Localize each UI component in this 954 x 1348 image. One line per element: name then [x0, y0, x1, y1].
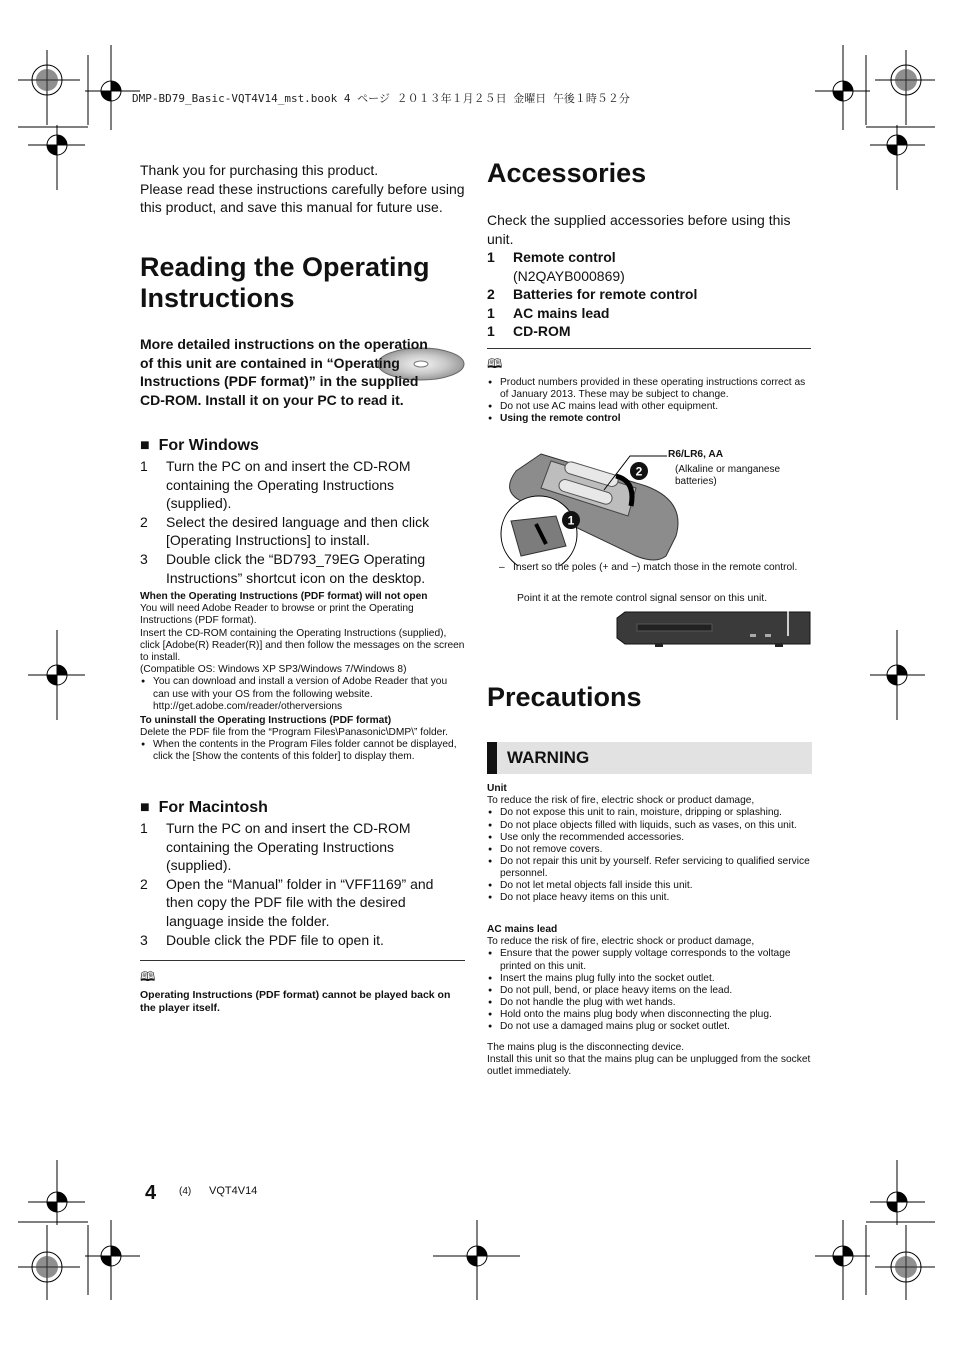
step-text: Double click the “BD793_79EG Operating Instructions” shortcut icon on the desktop. [166, 550, 426, 586]
disconnect-line: The mains plug is the disconnecting device. [487, 1042, 685, 1053]
list-item [487, 997, 812, 1009]
step-number: 3 [140, 550, 148, 567]
bullet-text: You can download and install a version of Adobe Reader that you can use with your OS from the following website. [153, 676, 448, 700]
item-name: Remote control [513, 249, 616, 265]
doc-code: VQT4V14 [209, 1185, 258, 1197]
square-bullet-icon: ■ [140, 437, 150, 454]
will-not-open-line: (Compatible OS: Windows XP SP3/Windows 7/Windows 8) [140, 664, 407, 676]
bullet-text: Using the remote control [500, 413, 621, 425]
item-name: AC mains lead [513, 304, 610, 321]
list-item [487, 413, 809, 425]
unit-heading: Unit [487, 783, 507, 794]
list-item [487, 377, 809, 401]
note-book-icon: 🕮 [140, 969, 156, 984]
step-text: Turn the PC on and insert the CD-ROM containing the Operating Instructions (supplied). [166, 820, 411, 874]
bullet-text: Hold onto the mains plug body when disconnecting the plug. [500, 1008, 772, 1020]
disconnect-line: Install this unit so that the mains plug can be unplugged from the socket outlet immediately. [487, 1054, 811, 1078]
bullet-text: Ensure that the power supply voltage corresponds to the voltage printed on this unit. [500, 948, 791, 972]
list-item [487, 285, 812, 304]
item-model: (N2QAYB000869) [513, 267, 625, 284]
unit-bullets [487, 807, 812, 904]
uninstall-line: Delete the PDF file from the “Program Files\Panasonic\DMP\” folder. [140, 726, 449, 738]
bullet-text: Do not pull, bend, or place heavy items on the lead. [500, 984, 733, 996]
uninstall-bullets [140, 739, 465, 763]
svg-text:2: 2 [635, 464, 643, 479]
list-item [140, 513, 460, 550]
list-item [140, 875, 460, 931]
bullet-text: Use only the recommended accessories. [500, 831, 685, 843]
page-ref: (4) [179, 1186, 192, 1197]
mains-heading: AC mains lead [487, 924, 558, 935]
list-item [140, 931, 460, 950]
step-number: 2 [140, 513, 148, 530]
unit-precautions [487, 783, 812, 904]
will-not-open-line: Insert the CD-ROM containing the Operating Instructions (supplied), click [Adobe(R) Reader(R)] and then follow the messages on the screen to install. [140, 627, 465, 664]
bullet-text: Do not remove covers. [500, 843, 603, 855]
list-item [140, 550, 460, 587]
item-name: Batteries for remote control [513, 286, 698, 302]
warning-banner [487, 742, 812, 774]
player-illustration [615, 610, 812, 650]
list-item [487, 1009, 812, 1021]
dash-marker: – [499, 562, 505, 573]
quantity: 1 [487, 323, 495, 339]
step-number: 1 [140, 820, 148, 836]
print-header: DMP-BD79_Basic-VQT4V14_mst.book 4 ページ ２０１３年１月２５日 金曜日 午後１時５２分 [132, 92, 630, 105]
bullet-text: Do not place objects filled with liquids, such as vases, on this unit. [500, 819, 797, 831]
battery-callout-line [600, 455, 670, 495]
precautions-title: Precautions [487, 682, 642, 712]
list-item [487, 248, 812, 285]
intro-text [140, 161, 465, 217]
list-item [487, 844, 812, 856]
list-item [140, 819, 460, 875]
list-item [487, 322, 812, 341]
will-not-open-line: You will need Adobe Reader to browse or print the Operating Instructions (PDF format). [140, 603, 414, 627]
bullet-text: Insert the mains plug fully into the socket outlet. [500, 972, 715, 984]
accessories-title: Accessories [487, 158, 647, 188]
quantity: 2 [487, 286, 495, 302]
list-item [140, 676, 465, 712]
note-book-icon: 🕮 [487, 356, 503, 371]
windows-heading [140, 437, 259, 455]
windows-heading-label: For Windows [158, 437, 259, 454]
disconnect-note [487, 1042, 812, 1079]
adobe-url: http://get.adobe.com/reader/otherversions [153, 700, 343, 712]
bullet-text: Do not place heavy items on this unit. [500, 892, 670, 904]
bullet-text: When the contents in the Program Files folder cannot be displayed, click the [Show the contents of this folder] to display them. [153, 739, 457, 763]
pdf-intro-bold: More detailed instructions on the operation of this unit are contained in “Operating Instructions (PDF format)” in the supplied CD-ROM. Install it on your PC to read it. [140, 336, 428, 408]
step-1-icon [561, 510, 581, 530]
intro-line-1: Thank you for purchasing this product. [140, 162, 379, 178]
step-number: 3 [140, 931, 148, 948]
divider [487, 348, 811, 349]
will-not-open-heading: When the Operating Instructions (PDF format) will not open [140, 591, 428, 602]
step-text: Double click the PDF file to open it. [166, 931, 384, 948]
accessories-check: Check the supplied accessories before using this unit. [487, 212, 791, 247]
intro-line-2: Please read these instructions carefully before using this product, and save this manual for future use. [140, 180, 465, 215]
mac-steps [140, 819, 460, 949]
svg-text:1: 1 [567, 513, 575, 528]
warning-label: WARNING [507, 748, 590, 767]
bullet-text: Do not use AC mains lead with other equipment. [500, 401, 719, 413]
quantity: 1 [487, 304, 495, 321]
pdf-note: Operating Instructions (PDF format) cannot be played back on the player itself. [140, 989, 451, 1014]
list-item [487, 985, 812, 997]
list-item [487, 880, 812, 892]
warning-bar-edge [487, 742, 497, 774]
poles-note-text: Insert so the poles (+ and −) match those in the remote control. [513, 562, 798, 573]
list-item [140, 457, 460, 513]
mains-intro: To reduce the risk of fire, electric shock or product damage, [487, 936, 755, 948]
mac-heading-label: For Macintosh [158, 799, 268, 816]
bullet-text: Do not let metal objects fall inside this unit. [500, 879, 693, 891]
item-name: CD-ROM [513, 323, 571, 339]
bullet-text: Do not repair this unit by yourself. Refer servicing to qualified service personnel. [500, 855, 810, 879]
mac-heading [140, 799, 268, 817]
list-item [487, 892, 812, 904]
mains-bullets [487, 948, 812, 1033]
list-item [487, 948, 812, 972]
step-text: Open the “Manual” folder in “VFF1169” and then copy the PDF file with the desired language inside the folder. [166, 875, 434, 929]
list-item [487, 820, 812, 832]
list-item [487, 304, 812, 323]
will-not-open-bullets [140, 676, 465, 712]
will-not-open-block [140, 591, 465, 763]
point-note: Point it at the remote control signal sensor on this unit. [517, 593, 768, 604]
list-item [487, 832, 812, 844]
quantity: 1 [487, 249, 495, 265]
step-number: 1 [140, 458, 148, 474]
bullet-text: Do not expose this unit to rain, moisture, dripping or splashing. [500, 807, 783, 819]
bullet-text: Do not handle the plug with wet hands. [500, 996, 676, 1008]
uninstall-heading: To uninstall the Operating Instructions (PDF format) [140, 714, 392, 726]
reading-title: Reading the Operating Instructions [140, 252, 430, 313]
list-item [487, 1021, 812, 1033]
list-item [487, 973, 812, 985]
accessory-notes [487, 377, 809, 425]
divider [140, 960, 465, 961]
list-item [487, 807, 812, 819]
poles-note [499, 562, 811, 574]
battery-type: R6/LR6, AA [668, 449, 724, 460]
bullet-text: Product numbers provided in these operating instructions correct as of January 2013. These may be subject to change. [500, 377, 806, 401]
mains-precautions [487, 924, 812, 1033]
windows-steps [140, 457, 460, 587]
list-item [487, 401, 809, 413]
bullet-text: Do not use a damaged mains plug or socket outlet. [500, 1020, 730, 1032]
battery-note: (Alkaline or manganese batteries) [675, 464, 781, 487]
step-text: Select the desired language and then click [Operating Instructions] to install. [166, 513, 430, 549]
unit-intro: To reduce the risk of fire, electric shock or product damage, [487, 795, 755, 807]
accessory-list [487, 248, 812, 341]
list-item [140, 739, 465, 763]
step-number: 2 [140, 875, 148, 892]
list-item [487, 856, 812, 880]
step-text: Turn the PC on and insert the CD-ROM containing the Operating Instructions (supplied). [166, 458, 411, 512]
square-bullet-icon: ■ [140, 799, 150, 816]
page-number: 4 [145, 1182, 157, 1204]
